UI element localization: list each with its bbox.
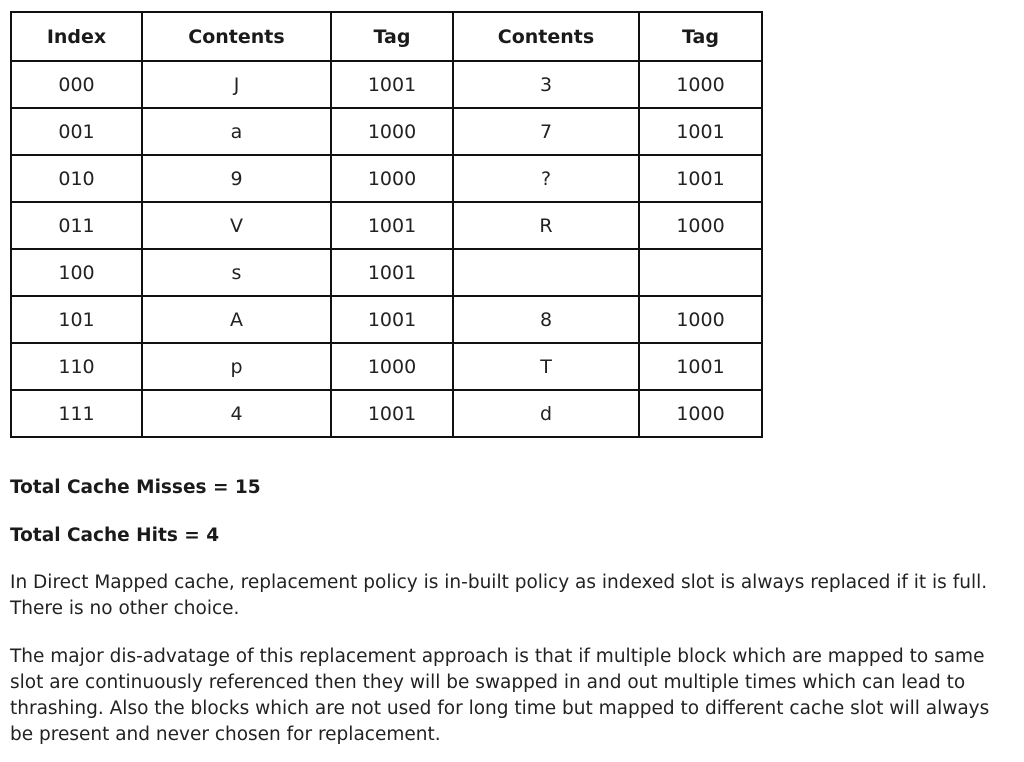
cell-index: 101 bbox=[11, 296, 142, 343]
cell-contents-1: A bbox=[142, 296, 331, 343]
cell-contents-1: a bbox=[142, 108, 331, 155]
cell-contents-2: ? bbox=[453, 155, 639, 202]
table-row bbox=[11, 249, 762, 296]
cell-index: 010 bbox=[11, 155, 142, 202]
cell-tag-2: 1000 bbox=[639, 296, 762, 343]
header-contents-2: Contents bbox=[453, 12, 639, 61]
paragraph-disadvantage: The major dis-advatage of this replacement approach is that if multiple block which are mapped to same slot are continuously referenced then they will be swapped in and out multiple times which can lead to thrashing. Also the blocks which are not used for long time but mapped to different cache slot will always be present and never chosen for replacement. bbox=[10, 646, 990, 745]
cell-tag-1: 1000 bbox=[331, 108, 453, 155]
cell-index: 111 bbox=[11, 390, 142, 437]
cell-contents-1: p bbox=[142, 343, 331, 390]
cell-contents-1: J bbox=[142, 61, 331, 108]
cell-contents-2 bbox=[453, 249, 639, 296]
cell-index: 011 bbox=[11, 202, 142, 249]
cell-contents-2: 7 bbox=[453, 108, 639, 155]
header-tag-2: Tag bbox=[639, 12, 762, 61]
cell-tag-1: 1000 bbox=[331, 343, 453, 390]
total-cache-hits: Total Cache Hits = 4 bbox=[10, 525, 220, 546]
table-row bbox=[11, 202, 762, 249]
cell-tag-1: 1001 bbox=[331, 390, 453, 437]
cell-contents-2: R bbox=[453, 202, 639, 249]
header-index: Index bbox=[11, 12, 142, 61]
table-header-row bbox=[11, 12, 762, 61]
cell-index: 110 bbox=[11, 343, 142, 390]
cell-index: 001 bbox=[11, 108, 142, 155]
table-row bbox=[11, 343, 762, 390]
cell-tag-2: 1001 bbox=[639, 108, 762, 155]
cell-contents-2: d bbox=[453, 390, 639, 437]
cell-tag-2: 1000 bbox=[639, 390, 762, 437]
cell-contents-1: 4 bbox=[142, 390, 331, 437]
cell-index: 100 bbox=[11, 249, 142, 296]
cell-tag-2 bbox=[639, 249, 762, 296]
paragraph-replacement-policy: In Direct Mapped cache, replacement policy is in-built policy as indexed slot is always replaced if it is full. There is no other choice. bbox=[10, 572, 988, 619]
table-row bbox=[11, 155, 762, 202]
cell-contents-1: V bbox=[142, 202, 331, 249]
cell-contents-1: 9 bbox=[142, 155, 331, 202]
cell-tag-2: 1001 bbox=[639, 343, 762, 390]
cell-contents-2: 8 bbox=[453, 296, 639, 343]
cell-tag-2: 1000 bbox=[639, 61, 762, 108]
cell-tag-2: 1001 bbox=[639, 155, 762, 202]
table-row bbox=[11, 61, 762, 108]
cell-tag-2: 1000 bbox=[639, 202, 762, 249]
cell-tag-1: 1001 bbox=[331, 249, 453, 296]
cell-contents-1: s bbox=[142, 249, 331, 296]
total-cache-misses: Total Cache Misses = 15 bbox=[10, 477, 261, 498]
cell-index: 000 bbox=[11, 61, 142, 108]
cell-tag-1: 1001 bbox=[331, 296, 453, 343]
cell-tag-1: 1001 bbox=[331, 202, 453, 249]
cell-contents-2: T bbox=[453, 343, 639, 390]
table-row bbox=[11, 296, 762, 343]
table-row bbox=[11, 108, 762, 155]
cache-table bbox=[10, 11, 763, 438]
cell-contents-2: 3 bbox=[453, 61, 639, 108]
header-contents-1: Contents bbox=[142, 12, 331, 61]
cell-tag-1: 1001 bbox=[331, 61, 453, 108]
table-row bbox=[11, 390, 762, 437]
header-tag-1: Tag bbox=[331, 12, 453, 61]
cell-tag-1: 1000 bbox=[331, 155, 453, 202]
